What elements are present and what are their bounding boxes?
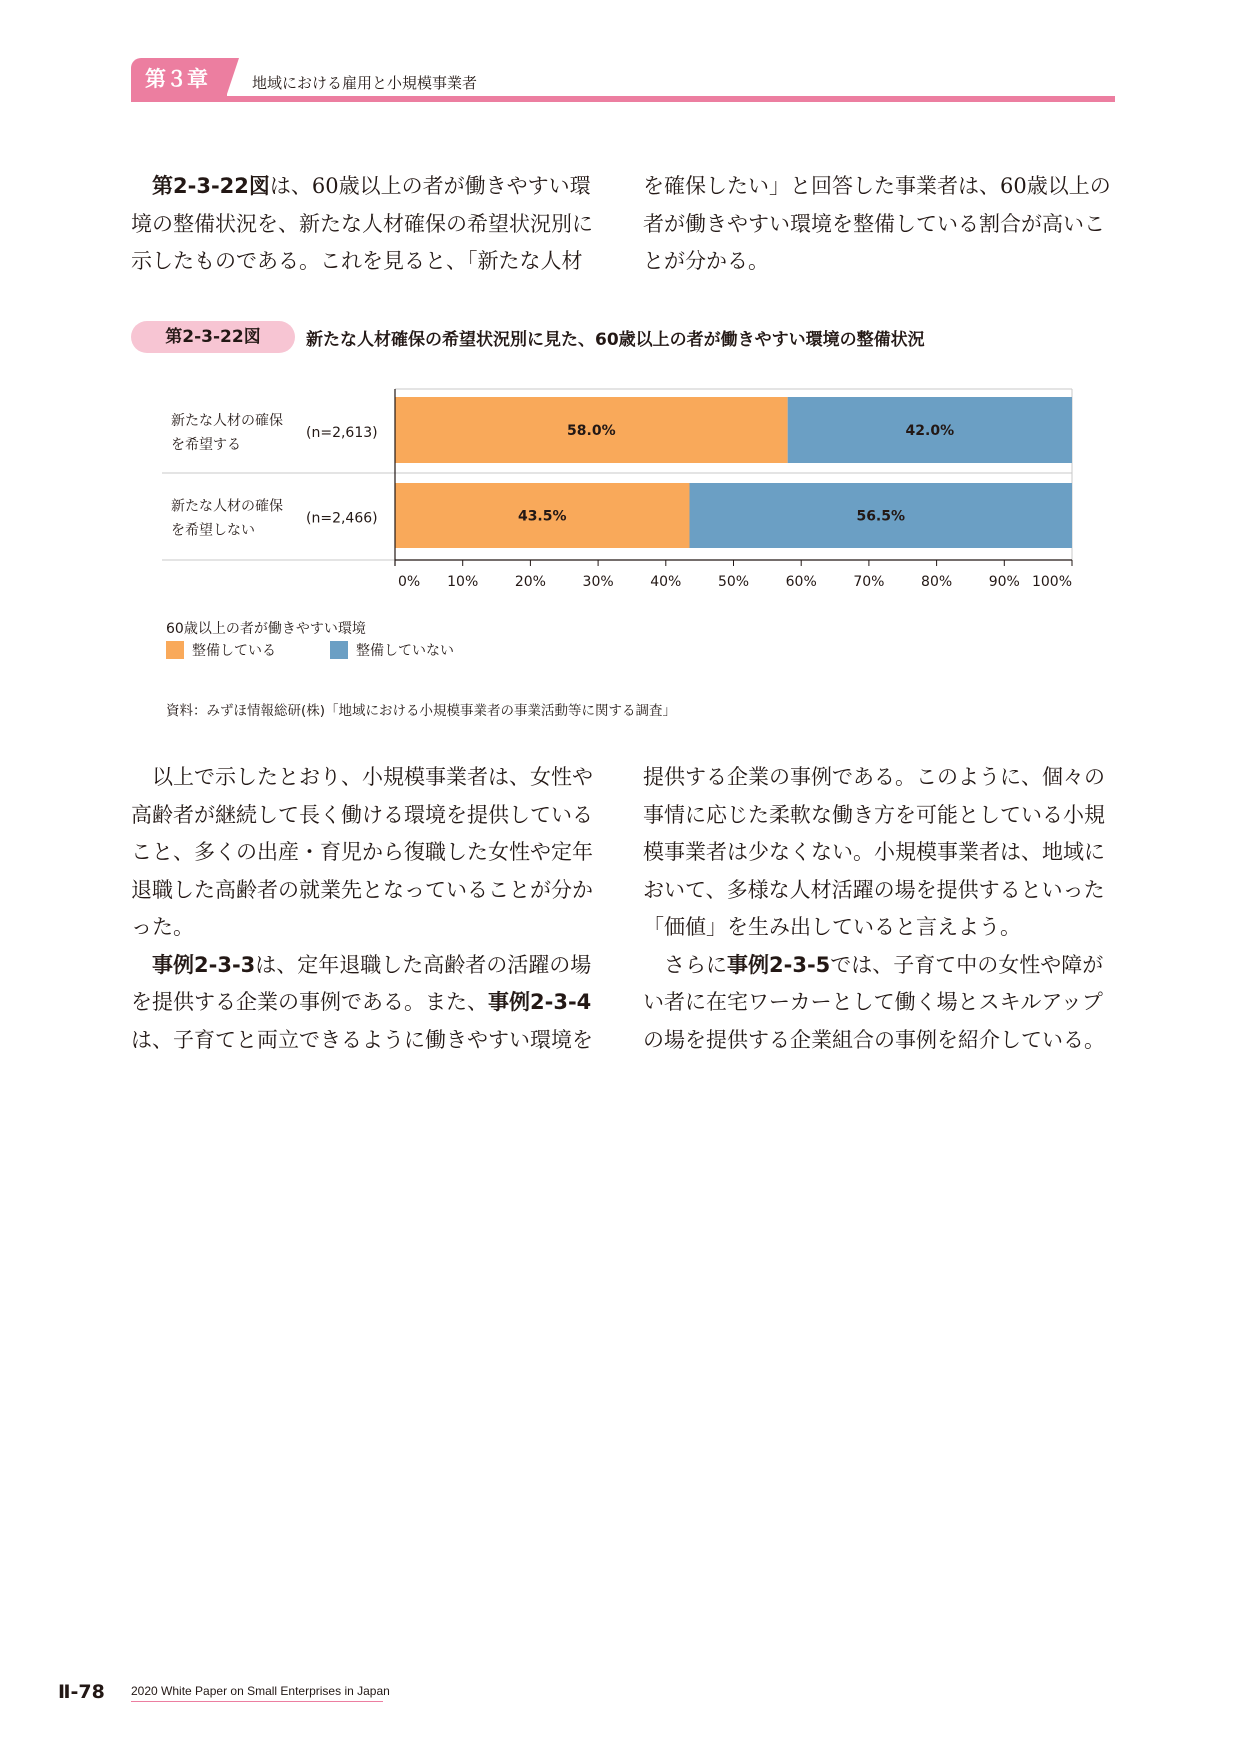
source-note: 資料：みずほ情報総研(株)「地域における小規模事業者の事業活動等に関する調査」	[166, 703, 677, 719]
body-text: では、子育て中の女性や障がい者に在宅ワーカーとして働く場とスキルアップの場を提供する企業組合の事例を紹介している。	[643, 952, 1105, 1052]
x-tick-label: 20%	[514, 574, 546, 590]
figure-badge: 第2-3-22図	[131, 321, 295, 353]
case-reference-4: 事例2-3-4	[488, 990, 592, 1014]
category-n-label: (n=2,466)	[306, 510, 378, 527]
legend-swatch-not-maintained	[330, 641, 348, 659]
data-label: 58.0%	[567, 423, 616, 439]
data-label: 42.0%	[905, 423, 955, 439]
footer-rule	[131, 1701, 383, 1702]
x-tick-label: 70%	[853, 574, 885, 590]
legend-swatch-maintained	[166, 641, 184, 659]
legend-label-not-maintained: 整備していない	[356, 643, 454, 659]
body-paragraph-1: 以上で示したとおり、小規模事業者は、女性や高齢者が継続して長く働ける環境を提供していること、多くの出産・育児から復職した女性や定年退職した高齢者の就業先となっていることが分かった。	[131, 765, 593, 939]
x-tick-label: 90%	[988, 574, 1020, 590]
x-tick-label: 80%	[921, 574, 953, 590]
intro-text-left: は、60歳以上の者が働きやすい環境の整備状況を、新たな人材確保の希望状況別に示したものである。これを見ると、「新たな人材	[131, 174, 593, 273]
body-paragraph-4	[643, 947, 1118, 1060]
body-left-column	[131, 759, 606, 1059]
body-text: さらに	[664, 952, 727, 977]
chapter-title: 地域における雇用と小規模事業者	[252, 74, 478, 92]
body-paragraph-3: 提供する企業の事例である。このように、個々の事情に応じた柔軟な働き方を可能としている小規模事業者は少なくない。小規模事業者は、地域において、多様な人材活躍の場を提供するといった「価値」を生み出していると言えよう。	[643, 765, 1105, 939]
category-label: を希望しない	[171, 522, 255, 539]
x-tick-label: 10%	[447, 574, 479, 590]
x-tick-label: 100%	[1031, 574, 1072, 590]
data-label: 56.5%	[856, 508, 906, 525]
chart-category-labels	[171, 412, 378, 539]
category-n-label: (n=2,613)	[306, 425, 378, 441]
category-label: を希望する	[171, 437, 241, 453]
legend-title: 60歳以上の者が働きやすい環境	[166, 621, 366, 637]
body-paragraph-2	[131, 947, 606, 1060]
x-tick-label: 0%	[398, 574, 421, 590]
legend-item-not-maintained	[330, 640, 454, 660]
x-tick-label: 60%	[785, 574, 817, 590]
category-label: 新たな人材の確保	[171, 498, 283, 515]
chapter-tab: 第３章	[131, 58, 227, 100]
x-tick-label: 50%	[717, 574, 750, 590]
body-text: は、定年退職した高齢者の活躍の場を提供する企業の事例である。また、	[131, 952, 592, 1014]
stacked-bar-chart	[0, 0, 1241, 640]
intro-text-right: を確保したい」と回答した事業者は、60歳以上の者が働きやすい環境を整備している割合が高いことが分かる。	[643, 174, 1111, 273]
footer-title: 2020 White Paper on Small Enterprises in Japan	[131, 1684, 390, 1698]
page-number: Ⅱ-78	[58, 1681, 105, 1703]
data-label: 43.5%	[517, 508, 567, 525]
case-reference-5: 事例2-3-5	[727, 952, 831, 977]
x-tick-label: 40%	[650, 574, 682, 590]
legend-label-maintained: 整備している	[192, 643, 276, 659]
body-right-column	[643, 759, 1118, 1059]
figure-title: 新たな人材確保の希望状況別に見た、60歳以上の者が働きやすい環境の整備状況	[306, 330, 925, 350]
body-text: は、子育てと両立できるように働きやすい環境を	[131, 1027, 593, 1052]
legend-item-maintained	[166, 640, 276, 660]
case-reference-3: 事例2-3-3	[152, 952, 256, 977]
category-label: 新たな人材の確保	[171, 413, 283, 429]
x-tick-label: 30%	[582, 574, 614, 590]
figure-reference: 第2-3-22図	[152, 174, 270, 198]
